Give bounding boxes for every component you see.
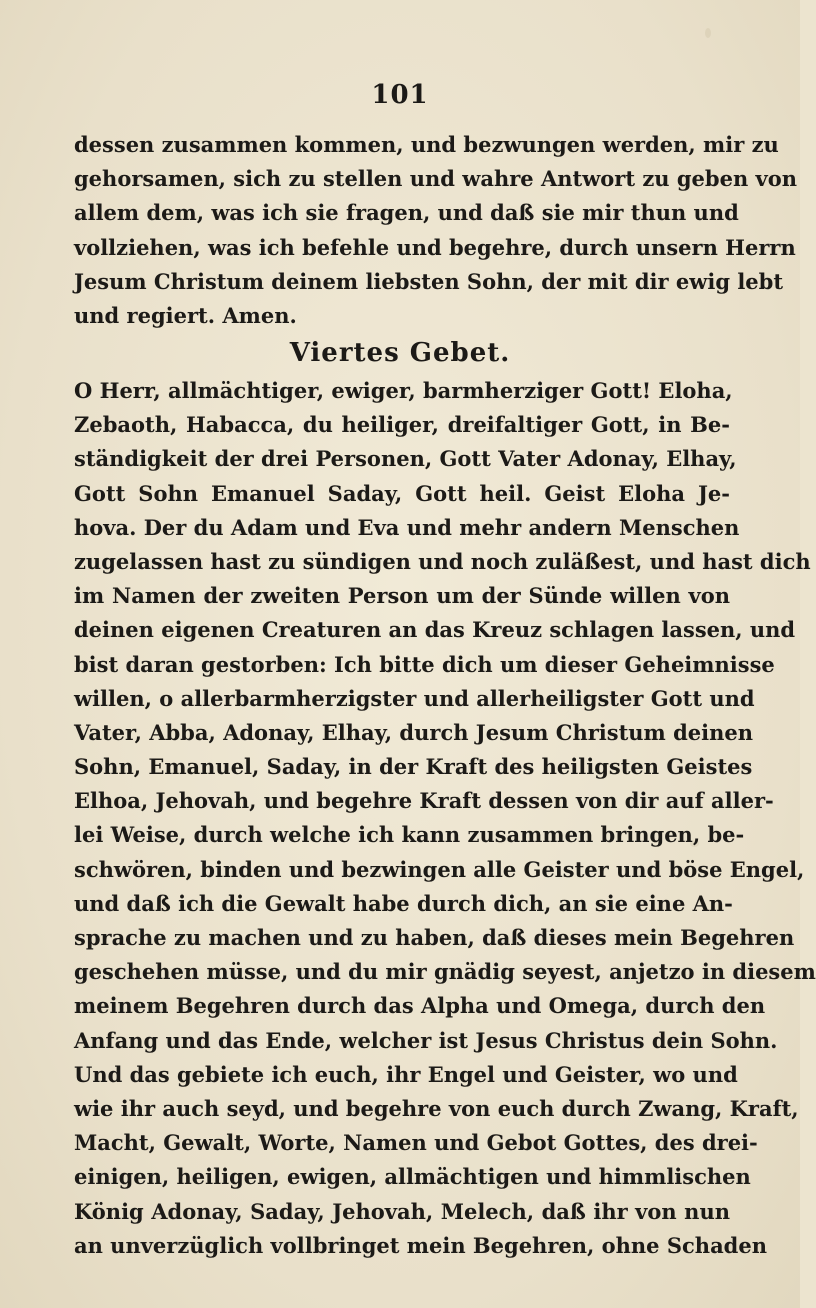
- text-line: Anfang und das Ende, welcher ist Jesus Christus dein Sohn.: [74, 1027, 778, 1053]
- text-line: Gott Sohn Emanuel Saday, Gott heil. Geist Eloha Je-: [74, 480, 730, 506]
- text-line: Jesum Christum deinem liebsten Sohn, der mit dir ewig lebt: [74, 268, 784, 294]
- text-line: vollziehen, was ich befehle und begehre, durch unsern Herrn: [74, 234, 796, 260]
- paragraph-continuation: [74, 128, 798, 333]
- text-line: Zebaoth, Habacca, du heiliger, dreifaltiger Gott, in Be-: [74, 412, 730, 438]
- text-line: meinem Begehren durch das Alpha und Omega, durch den: [74, 993, 766, 1019]
- text-line: Und das gebiete ich euch, ihr Engel und Geister, wo und: [74, 1061, 738, 1087]
- text-line: hova. Der du Adam und Eva und mehr andern Menschen: [74, 514, 740, 540]
- text-line: im Namen der zweiten Person um der Sünde willen von: [74, 583, 730, 609]
- text-line: bist daran gestorben: Ich bitte dich um dieser Geheimnisse: [74, 651, 775, 677]
- text-line: an unverzüglich vollbringet mein Begehren, ohne Schaden: [74, 1232, 767, 1258]
- text-line: lei Weise, durch welche ich kann zusammen bringen, be-: [74, 822, 745, 848]
- text-line: ständigkeit der drei Personen, Gott Vater Adonay, Elhay,: [74, 446, 737, 472]
- section-heading: Viertes Gebet.: [289, 338, 511, 368]
- text-line: O Herr, allmächtiger, ewiger, barmherziger Gott! Eloha,: [74, 378, 733, 403]
- text-line: sprache zu machen und zu haben, daß dieses mein Begehren: [74, 925, 795, 950]
- page-number: 101: [371, 80, 429, 110]
- text-line: König Adonay, Saday, Jehovah, Melech, daß ihr von nun: [74, 1198, 730, 1224]
- text-line: allem dem, was ich sie fragen, und daß sie mir thun und: [74, 200, 739, 226]
- text-line: einigen, heiligen, ewigen, allmächtigen und himmlischen: [74, 1164, 751, 1190]
- text-line: Macht, Gewalt, Worte, Namen und Gebot Gottes, des drei-: [74, 1130, 758, 1156]
- paper-blemish: [705, 28, 711, 38]
- text-line: zugelassen hast zu sündigen und noch zuläßest, und hast dich: [74, 548, 811, 574]
- text-line: willen, o allerbarmherzigster und allerheiligster Gott und: [74, 685, 755, 711]
- text-line: und regiert. Amen.: [74, 302, 297, 328]
- text-line: Elhoa, Jehovah, und begehre Kraft dessen von dir auf aller-: [74, 788, 774, 814]
- text-line: deinen eigenen Creaturen an das Kreuz schlagen lassen, und: [74, 617, 796, 643]
- text-line: dessen zusammen kommen, und bezwungen werden, mir zu: [74, 132, 779, 157]
- text-line: Sohn, Emanuel, Saday, in der Kraft des heiligsten Geistes: [74, 754, 753, 780]
- text-line: Vater, Abba, Adonay, Elhay, durch Jesum Christum deinen: [74, 719, 753, 745]
- text-line: schwören, binden und bezwingen alle Geister und böse Engel,: [74, 856, 805, 882]
- text-line: geschehen müsse, und du mir gnädig seyest, anjetzo in diesem: [74, 959, 816, 985]
- text-line: wie ihr auch seyd, und begehre von euch durch Zwang, Kraft,: [74, 1095, 799, 1121]
- prayer-paragraph: [74, 374, 816, 1263]
- text-line: und daß ich die Gewalt habe durch dich, an sie eine An-: [74, 890, 733, 916]
- text-line: gehorsamen, sich zu stellen und wahre Antwort zu geben von: [74, 166, 798, 192]
